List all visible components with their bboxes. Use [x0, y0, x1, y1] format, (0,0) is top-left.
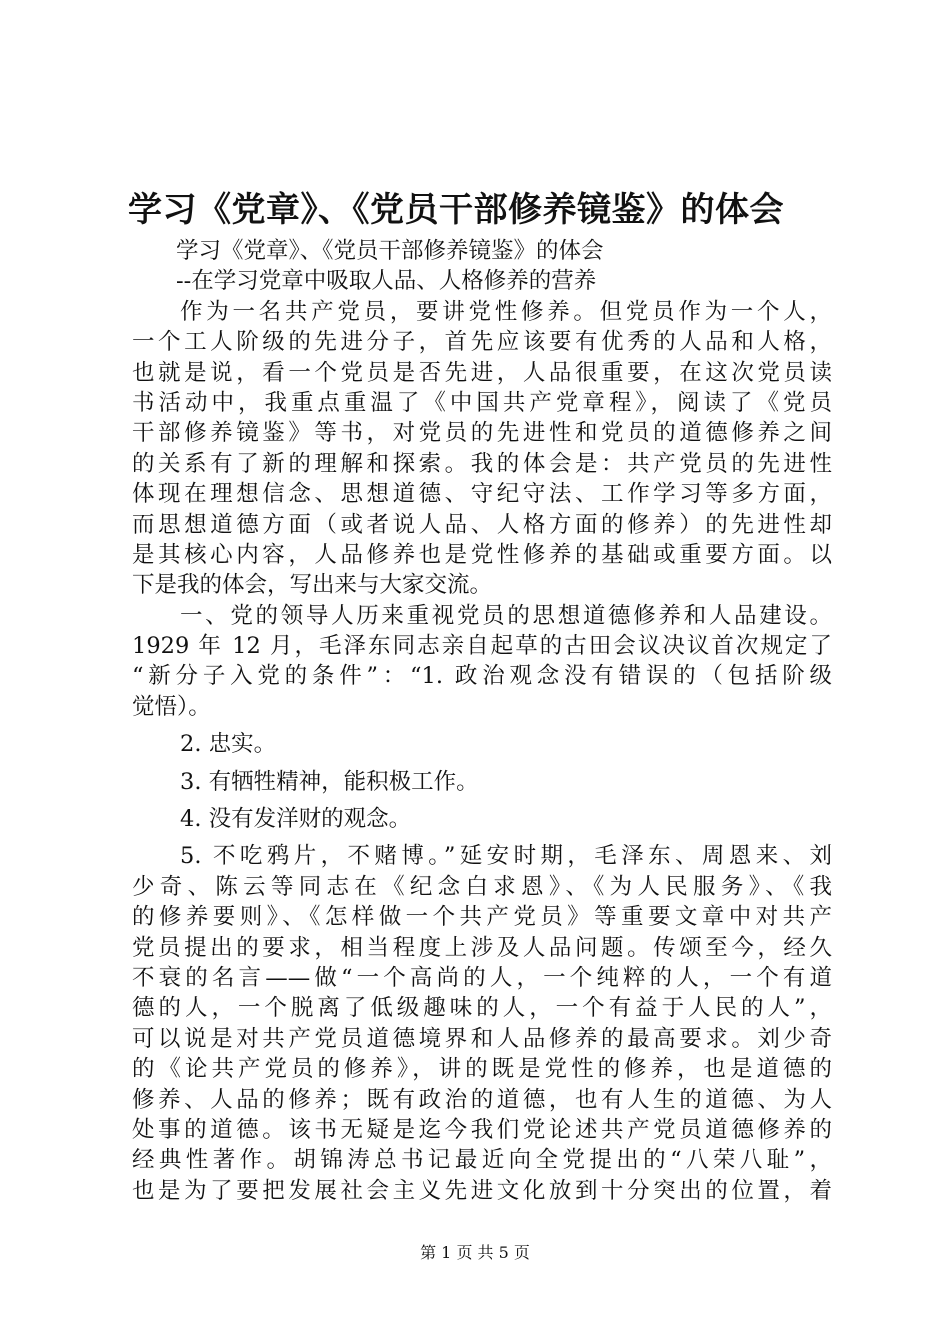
- paragraph-line: 德的人，一个脱离了低级趣味的人，一个有益于人民的人”，: [132, 995, 832, 1022]
- paragraph-line: 少奇、陈云等同志在《纪念白求恩》、《为人民服务》、《我: [132, 873, 832, 900]
- paragraph-line: 的《论共产党员的修养》，讲的既是党性的修养，也是道德的: [132, 1056, 832, 1083]
- subtitle-line: --在学习党章中吸取人品、人格修养的营养: [176, 268, 597, 295]
- list-item: 4. 没有发洋财的观念。: [180, 806, 412, 833]
- paragraph-line: “新分子入党的条件”：“1. 政治观念没有错误的（包括阶级: [132, 663, 832, 690]
- paragraph-line: 体现在理想信念、思想道德、守纪守法、工作学习等多方面，: [132, 481, 832, 508]
- paragraph-line: 经典性著作。胡锦涛总书记最近向全党提出的“八荣八耻”，: [132, 1147, 832, 1174]
- list-item: 3. 有牺牲精神，能积极工作。: [180, 768, 479, 795]
- paragraph-line: 也就是说，看一个党员是否先进，人品很重要，在这次党员读: [132, 359, 832, 386]
- paragraph-line: 觉悟）。: [132, 693, 211, 720]
- paragraph-line: 一、党的领导人历来重视党员的思想道德修养和人品建设。: [180, 602, 832, 629]
- paragraph-line: 处事的道德。该书无疑是迄今我们党论述共产党员道德修养的: [132, 1116, 832, 1143]
- paragraph-line: 是其核心内容，人品修养也是党性修养的基础或重要方面。以: [132, 541, 832, 568]
- paragraph-line: 修养、人品的修养；既有政治的道德，也有人生的道德、为人: [132, 1086, 832, 1113]
- paragraph-line: 作为一名共产党员，要讲党性修养。但党员作为一个人，: [180, 298, 832, 325]
- paragraph-line: 的修养要则》、《怎样做一个共产党员》等重要文章中对共产: [132, 904, 832, 931]
- paragraph-line: 1929 年 12 月，毛泽东同志亲自起草的古田会议决议首次规定了: [132, 633, 832, 660]
- paragraph-line: 5. 不吃鸦片，不赌博。”延安时期，毛泽东、周恩来、刘: [180, 843, 832, 870]
- paragraph-line: 不衰的名言——做“一个高尚的人，一个纯粹的人，一个有道: [132, 964, 832, 991]
- paragraph-line: 下是我的体会，写出来与大家交流。: [132, 572, 493, 599]
- paragraph-line: 而思想道德方面（或者说人品、人格方面的修养）的先进性却: [132, 511, 832, 538]
- document-title: 学习《党章》、《党员干部修养镜鉴》的体会: [128, 190, 784, 230]
- page-number-footer: 第 1 页 共 5 页: [420, 1243, 530, 1262]
- paragraph-line: 书活动中，我重点重温了《中国共产党章程》，阅读了《党员: [132, 389, 832, 416]
- paragraph-line: 党员提出的要求，相当程度上涉及人品问题。传颂至今，经久: [132, 934, 832, 961]
- paragraph-line: 干部修养镜鉴》等书，对党员的先进性和党员的道德修养之间: [132, 420, 832, 447]
- paragraph-line: 可以说是对共产党员道德境界和人品修养的最高要求。刘少奇: [132, 1025, 832, 1052]
- subtitle-line: 学习《党章》、《党员干部修养镜鉴》的体会: [176, 238, 604, 264]
- paragraph-line: 的关系有了新的理解和探索。我的体会是：共产党员的先进性: [132, 450, 832, 477]
- paragraph-line: 也是为了要把发展社会主义先进文化放到十分突出的位置，着: [132, 1177, 832, 1204]
- document-body: [132, 236, 832, 1206]
- paragraph-line: 一个工人阶级的先进分子，首先应该要有优秀的人品和人格，: [132, 329, 832, 356]
- list-item: 2. 忠实。: [180, 731, 277, 758]
